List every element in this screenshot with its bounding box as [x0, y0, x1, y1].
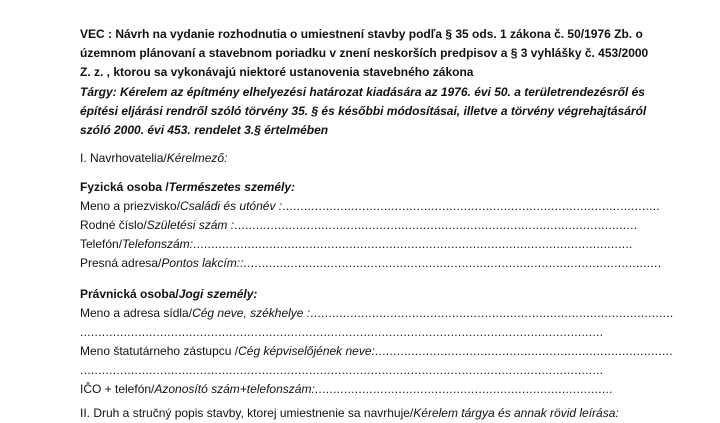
statutory-representative-continuation[interactable]: [80, 361, 640, 380]
legal-person-name-address-field[interactable]: Meno a adresa sídla/Cég neve, székhelye : ....................................................................................................: [80, 304, 640, 323]
subject-hu: [80, 83, 647, 140]
natural-person-name-field[interactable]: Meno a priezvisko/Családi és utónév : ........................................................................................................: [80, 197, 640, 216]
section-building-sk: II. Druh a stručný popis stavby, ktorej umiestnenie sa navrhuje/: [80, 406, 414, 420]
natural-person-heading: Fyzická osoba /Természetes személy:: [80, 180, 295, 194]
subject-sk-line: územnom plánovaní a stavebnom poriadku v znení neskorších predpisov a § 3 vyhlášky č. 453/2000: [80, 46, 649, 60]
natural-person-phone-field[interactable]: Telefón/Telefonszám: .........................................................................................................................: [80, 235, 640, 254]
section-applicants-hu: Kérelmező:: [166, 151, 228, 165]
fill-line[interactable]: .........................................................................................................................: [192, 237, 633, 251]
fill-line[interactable]: ..................................................................................: [374, 344, 673, 358]
natural-person-block: [80, 178, 662, 273]
fill-line[interactable]: ...............................................................................................................: [234, 218, 638, 232]
subject-sk-line: VEC : Návrh na vydanie rozhodnutia o umiestnení stavby podľa § 35 ods. 1 zákona č. 50/1976 Zb. o: [80, 27, 643, 41]
subject-hu-line: Tárgy: Kérelem az építmény elhelyezési határozat kiadására az 1976. évi 50. a területrendezésről és: [80, 85, 645, 99]
subject-sk: [80, 25, 649, 82]
fill-line[interactable]: ................................................................................................................................................: [80, 363, 604, 377]
section-applicants-sk: I. Navrhovatelia/: [80, 151, 167, 165]
subject-sk-line: Z. z. , ktorou sa vykonávajú niektoré ustanovenia stavebného zákona: [80, 65, 474, 79]
fill-line[interactable]: ........................................................................................................: [282, 199, 661, 213]
statutory-representative-field[interactable]: Meno štatutárneho zástupcu /Cég képviselőjének neve: ..................................................................................: [80, 342, 640, 361]
fill-line[interactable]: ....................................................................................................: [310, 306, 674, 320]
subject-hu-line: építési eljárási rendről szóló törvény 35. § és későbbi módosításai, illetve a törvény végrehajtásáról: [80, 104, 647, 118]
fill-line[interactable]: ...................................................................................................................: [243, 256, 662, 270]
section-building-hu: Kérelem tárgya és annak rövid leírása:: [413, 406, 619, 420]
natural-person-birth-number-field[interactable]: Rodné číslo/Születési szám : ...............................................................................................................: [80, 216, 640, 235]
fill-line[interactable]: ................................................................................................................................................: [80, 325, 604, 339]
section-applicants-heading: [80, 149, 640, 168]
natural-person-address-field[interactable]: Presná adresa/Pontos lakcím:: ...................................................................................................................: [80, 254, 640, 273]
fill-line[interactable]: ..................................................................................: [314, 382, 613, 396]
section-building-heading: [80, 404, 720, 423]
legal-person-name-address-continuation[interactable]: [80, 323, 640, 342]
company-id-phone-field[interactable]: IČO + telefón/Azonosító szám+telefonszám: ..................................................................................: [80, 380, 640, 399]
subject-hu-line: szóló 2000. évi 453. rendelet 3.§ értelmében: [80, 123, 329, 137]
legal-person-block: [80, 285, 674, 399]
legal-person-heading: Právnická osoba/Jogi személy:: [80, 287, 258, 301]
